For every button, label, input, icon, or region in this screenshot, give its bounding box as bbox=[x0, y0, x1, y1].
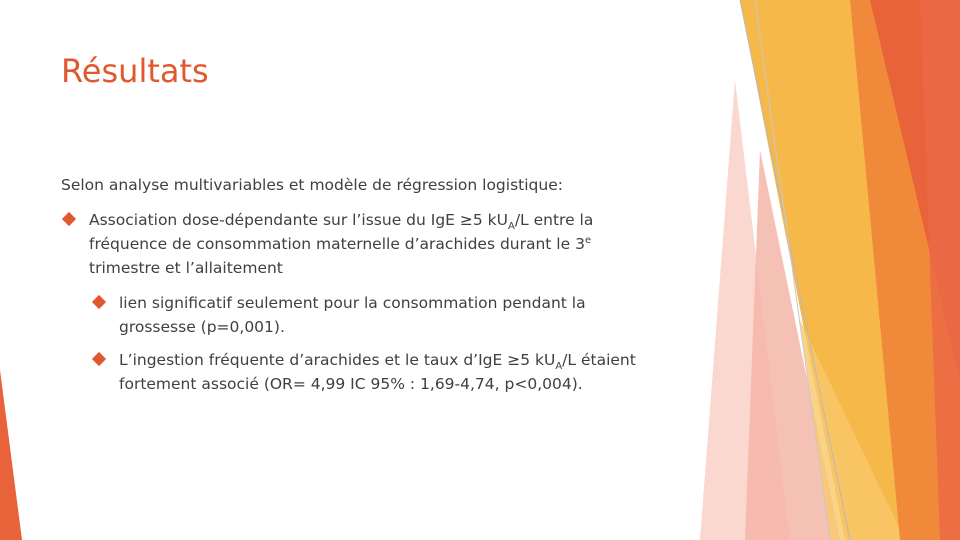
bullet-item-1 bbox=[89, 208, 689, 280]
bullet3-line1-sub: A bbox=[555, 361, 563, 373]
bullet1-line1 bbox=[89, 208, 689, 232]
slide-title: Résultats bbox=[61, 52, 209, 90]
bullet-item-2 bbox=[119, 291, 719, 339]
bullet1-line2-sup: e bbox=[584, 234, 592, 246]
bullet1-line2 bbox=[89, 232, 689, 256]
bullet1-line1-text: Association dose-dépendante sur l’issue du IgE ≥5 kU bbox=[89, 211, 508, 229]
intro-text: Selon analyse multivariables et modèle de régression logistique: bbox=[61, 176, 563, 194]
decor-left-orange bbox=[0, 370, 22, 540]
bullet1-line3: trimestre et l’allaitement bbox=[89, 259, 283, 277]
bullet3-line1-text: L’ingestion fréquente d’arachides et le taux d’IgE ≥5 kU bbox=[119, 351, 556, 369]
bullet3-line1-text-end: /L étaient bbox=[562, 351, 636, 369]
bullet3-line2: fortement associé (OR= 4,99 IC 95% : 1,69-4,74, p<0,004). bbox=[119, 375, 583, 393]
bullet-item-3 bbox=[119, 348, 759, 396]
bullet2-line2: grossesse (p=0,001). bbox=[119, 318, 285, 336]
bullet1-line2-text: fréquence de consommation maternelle d’arachides durant le 3 bbox=[89, 235, 585, 253]
bullet2-line1: lien significatif seulement pour la consommation pendant la bbox=[119, 294, 586, 312]
bullet3-line1 bbox=[119, 348, 759, 372]
bullet1-line1-text-end: /L entre la bbox=[514, 211, 594, 229]
bullet1-line1-sub: A bbox=[507, 221, 515, 233]
